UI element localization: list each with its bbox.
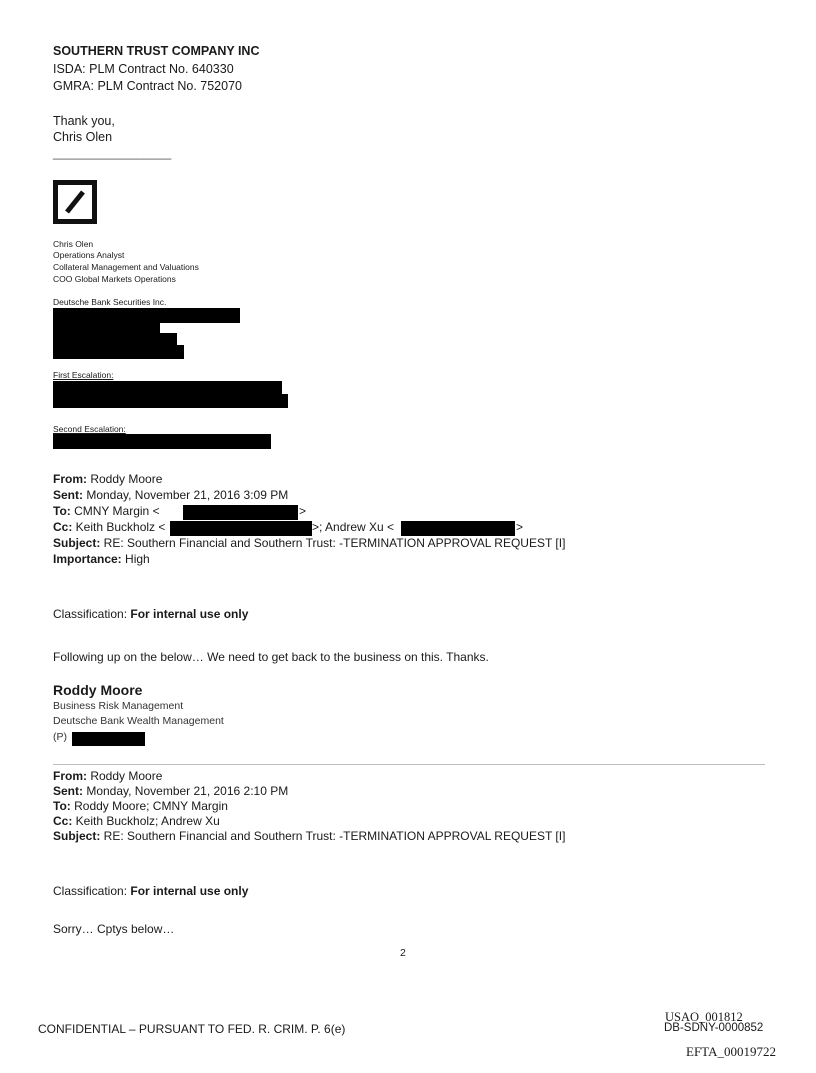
redaction-box xyxy=(53,308,240,323)
usao-bates-number: USAO_001812 xyxy=(665,1010,743,1024)
sig-name: Chris Olen xyxy=(53,239,94,249)
redaction-box xyxy=(53,345,184,359)
isda-contract: ISDA: PLM Contract No. 640330 xyxy=(53,62,234,76)
email2-sent: Sent: Monday, November 21, 2016 2:10 PM xyxy=(53,784,289,798)
email1-body: Following up on the below… We need to get back to the business on this. Thanks. xyxy=(53,650,489,664)
email2-to: To: Roddy Moore; CMNY Margin xyxy=(53,799,228,813)
email1-cc-mid: >; Andrew Xu < xyxy=(312,520,395,534)
sender-name: Chris Olen xyxy=(53,130,113,144)
gmra-contract: GMRA: PLM Contract No. 752070 xyxy=(53,79,242,93)
email1-cc-close: > xyxy=(516,520,524,534)
company-name: SOUTHERN TRUST COMPANY INC xyxy=(53,44,260,58)
redaction-box xyxy=(53,381,282,395)
closing-text: Thank you, xyxy=(53,114,115,128)
roddy-sig-name: Roddy Moore xyxy=(53,682,143,698)
deutsche-bank-logo xyxy=(53,180,97,224)
email1-sent: Sent: Monday, November 21, 2016 3:09 PM xyxy=(53,488,289,502)
sig-title: Operations Analyst xyxy=(53,250,125,260)
sig-dept: Collateral Management and Valuations xyxy=(53,262,199,272)
email2-subject: Subject: RE: Southern Financial and Southern Trust: -TERMINATION APPROVAL REQUEST [I] xyxy=(53,829,566,843)
roddy-sig-phone: (P) xyxy=(53,731,67,743)
signature-rule: _________________ xyxy=(53,146,172,160)
email1-importance: Importance: High xyxy=(53,552,150,566)
confidential-notice: CONFIDENTIAL – PURSUANT TO FED. R. CRIM. P. 6(e) xyxy=(38,1022,346,1036)
db-bates-number: DB-SDNY-0000852 xyxy=(664,1022,764,1034)
email2-from: From: Roddy Moore xyxy=(53,769,163,783)
email2-classification: Classification: For internal use only xyxy=(53,884,249,898)
email-separator xyxy=(53,764,765,765)
page-number: 2 xyxy=(400,947,406,959)
redaction-box xyxy=(72,732,145,746)
roddy-sig-dept: Business Risk Management xyxy=(53,700,184,712)
redaction-box xyxy=(183,505,298,520)
redaction-box xyxy=(401,521,515,536)
email1-to-close: > xyxy=(299,504,307,518)
efta-bates-number: EFTA_00019722 xyxy=(686,1044,776,1059)
redaction-box xyxy=(53,434,271,449)
second-escalation-label: Second Escalation: xyxy=(53,424,126,434)
email1-from: From: Roddy Moore xyxy=(53,472,163,486)
email2-body: Sorry… Cptys below… xyxy=(53,922,175,936)
email2-cc: Cc: Keith Buckholz; Andrew Xu xyxy=(53,814,220,828)
sig-company: Deutsche Bank Securities Inc. xyxy=(53,297,167,307)
first-escalation-label: First Escalation: xyxy=(53,370,114,380)
redaction-box xyxy=(53,394,288,408)
email1-classification: Classification: For internal use only xyxy=(53,607,249,621)
roddy-sig-company: Deutsche Bank Wealth Management xyxy=(53,715,224,727)
email1-subject: Subject: RE: Southern Financial and Southern Trust: -TERMINATION APPROVAL REQUEST [I] xyxy=(53,536,566,550)
email1-to: To: CMNY Margin < xyxy=(53,504,160,518)
redaction-box xyxy=(170,521,312,536)
sig-group: COO Global Markets Operations xyxy=(53,274,176,284)
email1-cc: Cc: Keith Buckholz < xyxy=(53,520,166,534)
